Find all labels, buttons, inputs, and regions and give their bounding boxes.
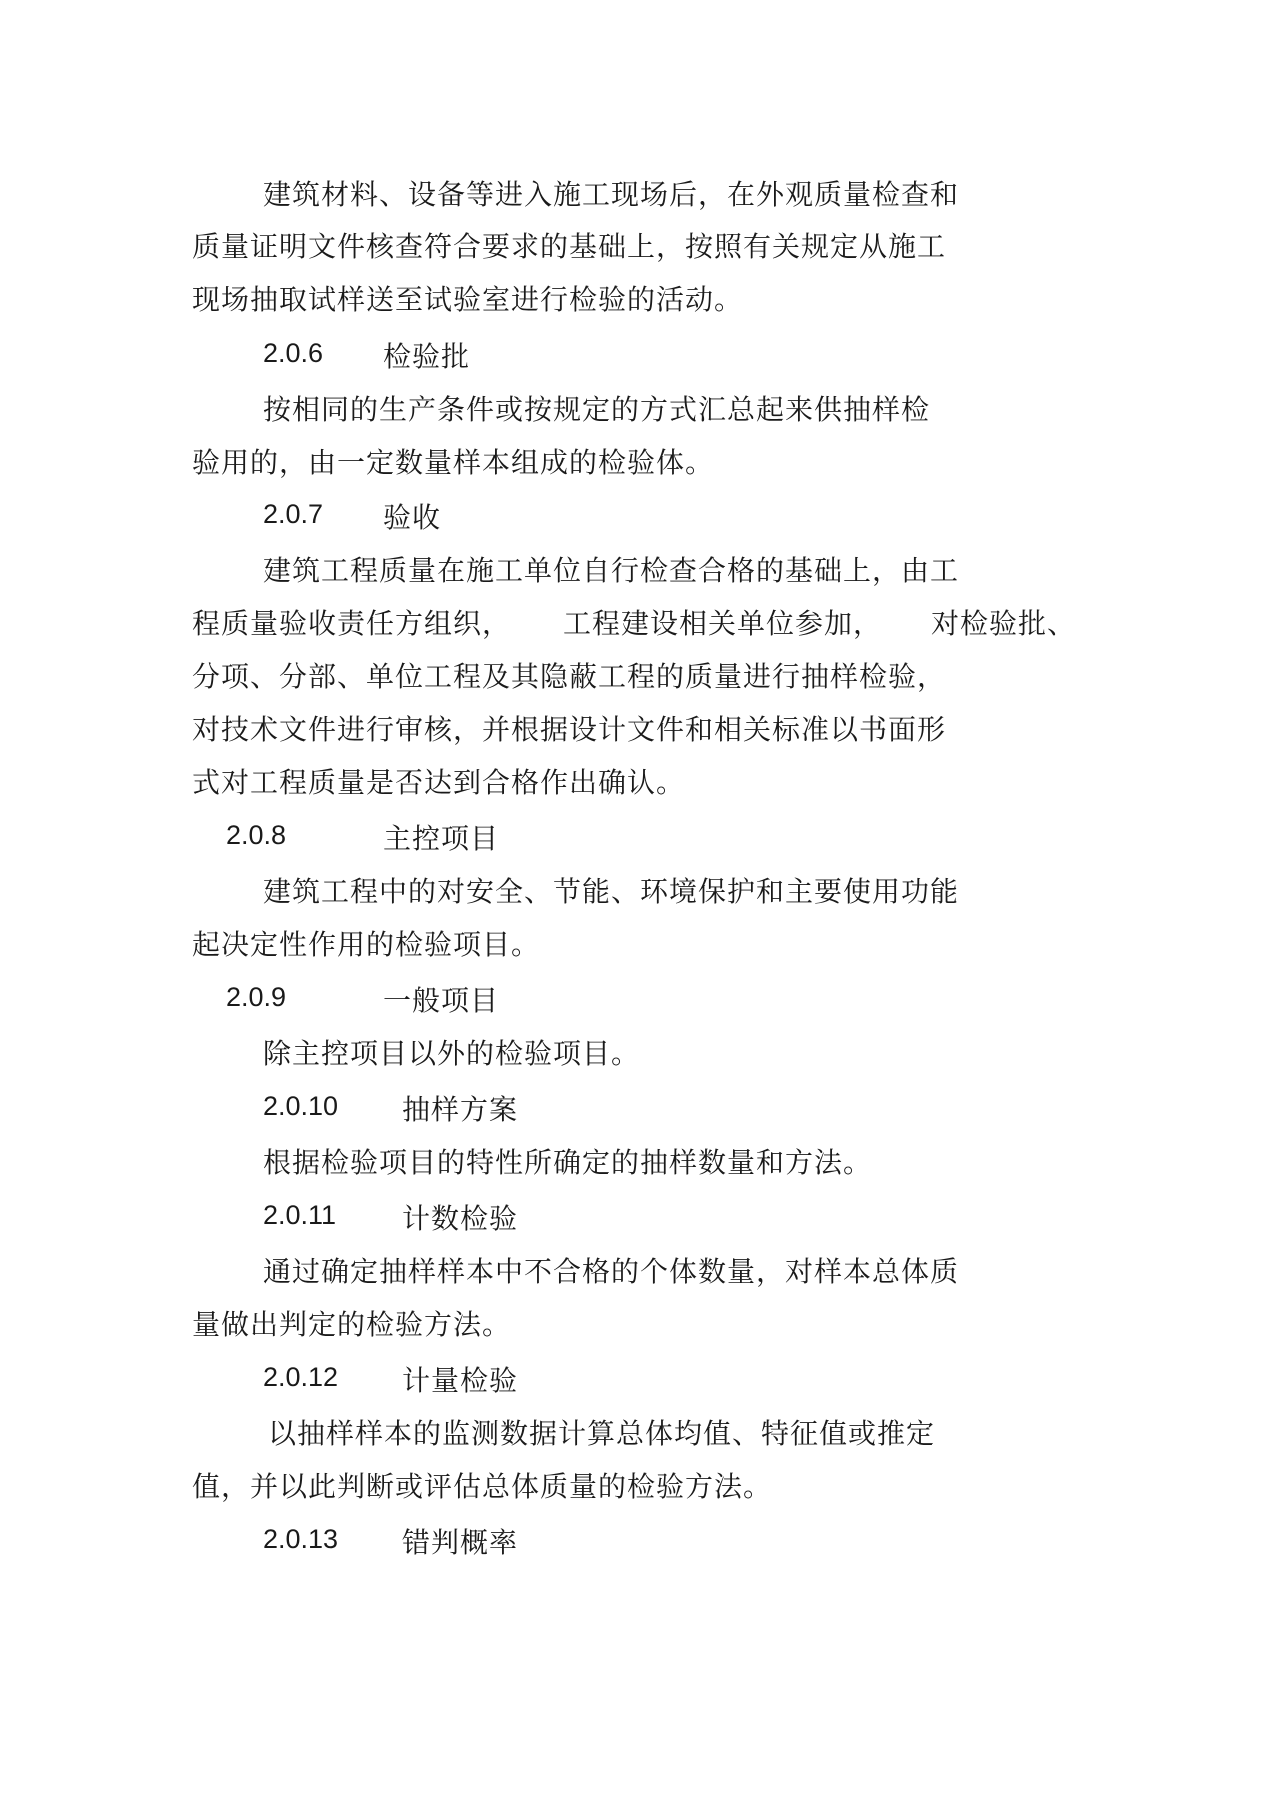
paragraph-line: 现场抽取试样送至试验室进行检验的活动。: [192, 283, 744, 316]
section-number: 2.0.12: [263, 1362, 339, 1392]
paragraph-line: 通过确定抽样样本中不合格的个体数量，对样本总体质: [263, 1255, 960, 1288]
section-number: 2.0.6: [263, 338, 324, 368]
section-number: 2.0.11: [263, 1200, 337, 1230]
paragraph-line: 以抽样样本的监测数据计算总体均值、特征值或推定: [268, 1417, 936, 1450]
paragraph-line: 式对工程质量是否达到合格作出确认。: [192, 766, 686, 799]
paragraph-line: 根据检验项目的特性所确定的抽样数量和方法。: [263, 1146, 873, 1179]
paragraph-line: 建筑材料、设备等进入施工现场后，在外观质量检查和: [263, 178, 960, 211]
paragraph-line: [192, 607, 511, 641]
paragraph-line: 起决定性作用的检验项目。: [192, 928, 541, 961]
paragraph-line: 量做出判定的检验方法。: [192, 1308, 512, 1341]
paragraph-line: 验用的，由一定数量样本组成的检验体。: [192, 446, 715, 479]
section-term: 检验批: [383, 340, 471, 373]
section-term: 一般项目: [383, 984, 500, 1017]
section-term: 抽样方案: [402, 1093, 519, 1126]
section-term: 计数检验: [402, 1202, 519, 1235]
paragraph-fragment: 程质量验收责任方组织，: [192, 607, 512, 640]
paragraph-line: 按相同的生产条件或按规定的方式汇总起来供抽样检: [263, 393, 931, 426]
paragraph-line: 对技术文件进行审核，并根据设计文件和相关标准以书面形: [192, 713, 947, 746]
section-term: 计量检验: [402, 1364, 519, 1397]
section-number: 2.0.7: [263, 499, 324, 529]
section-term: 错判概率: [402, 1526, 519, 1559]
paragraph-line: 建筑工程中的对安全、节能、环境保护和主要使用功能: [263, 875, 960, 908]
section-number: 2.0.10: [263, 1091, 339, 1121]
section-term: 验收: [383, 501, 442, 534]
paragraph-fragment-line: 工程建设相关单位参加，: [563, 607, 883, 640]
section-number: 2.0.13: [263, 1524, 339, 1554]
paragraph-line: 值，并以此判断或评估总体质量的检验方法。: [192, 1470, 773, 1503]
section-number: 2.0.8: [226, 820, 287, 850]
paragraph-line: 分项、分部、单位工程及其隐蔽工程的质量进行抽样检验，: [192, 660, 947, 693]
section-term: 主控项目: [383, 822, 500, 855]
paragraph-line: 质量证明文件核查符合要求的基础上，按照有关规定从施工: [192, 230, 947, 263]
section-number: 2.0.9: [226, 982, 287, 1012]
paragraph-line: 除主控项目以外的检验项目。: [263, 1037, 641, 1070]
paragraph-line: 建筑工程质量在施工单位自行检查合格的基础上，由工: [263, 554, 960, 587]
paragraph-fragment-line: 对检验批、: [931, 607, 1077, 640]
